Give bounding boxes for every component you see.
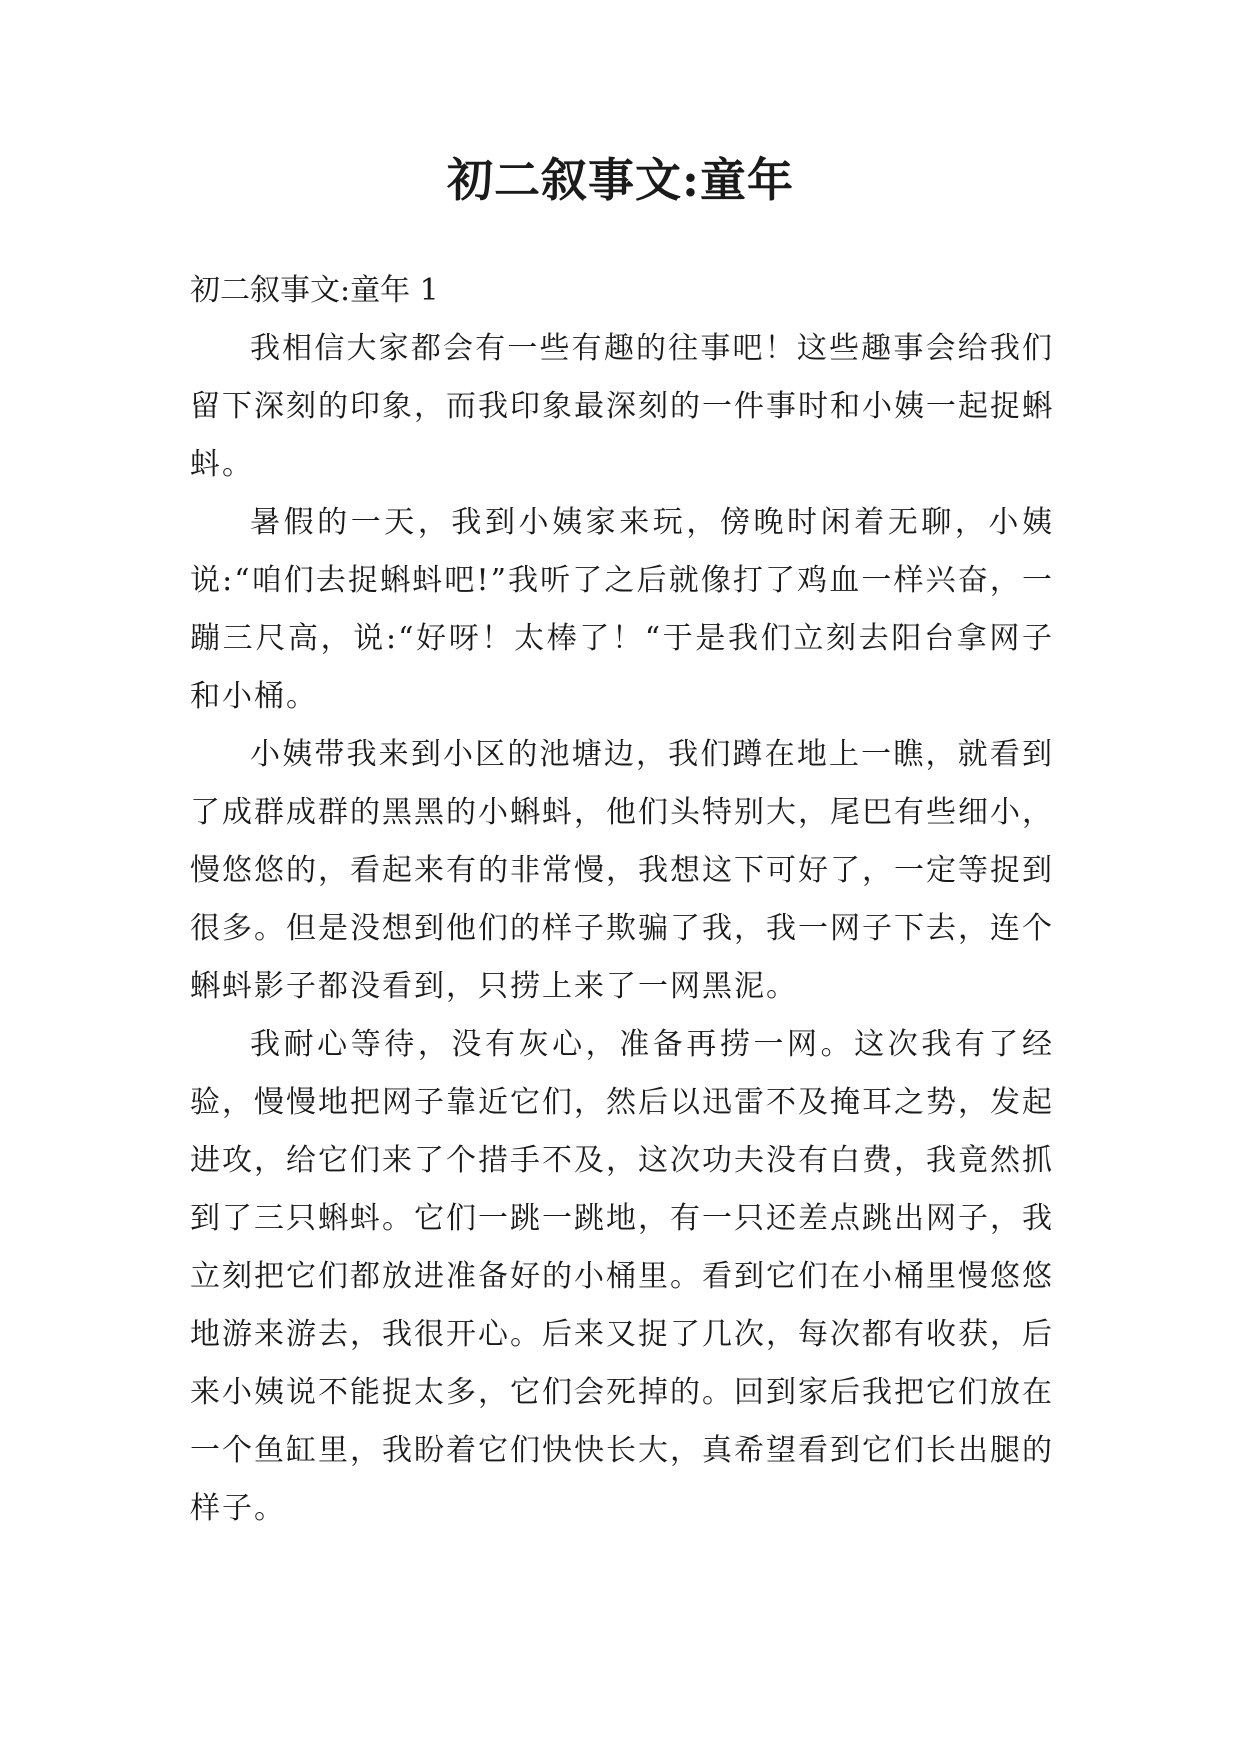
paragraph-3: 小姨带我来到小区的池塘边，我们蹲在地上一瞧，就看到了成群成群的黑黑的小蝌蚪，他们头特别大，尾巴有些细小，慢悠悠的，看起来有的非常慢，我想这下可好了，一定等捉到很多。但是没想到他们的样子欺骗了我，我一网子下去，连个蝌蚪影子都没看到，只捞上来了一网黑泥。 xyxy=(190,737,1054,1004)
document-body xyxy=(190,262,1054,1538)
document-title: 初二叙事文:童年 xyxy=(447,153,794,207)
paragraph-4: 我耐心等待，没有灰心，准备再捞一网。这次我有了经验，慢慢地把网子靠近它们，然后以迅雷不及掩耳之势，发起进攻，给它们来了个措手不及，这次功夫没有白费，我竟然抓到了三只蝌蚪。它们一跳一跳地，有一只还差点跳出网子，我立刻把它们都放进准备好的小桶里。看到它们在小桶里慢悠悠地游来游去，我很开心。后来又捉了几次，每次都有收获，后来小姨说不能捉太多，它们会死掉的。回到家后我把它们放在一个鱼缸里，我盼着它们快快长大，真希望看到它们长出腿的样子。 xyxy=(190,1027,1054,1526)
section-heading: 初二叙事文:童年 1 xyxy=(190,273,439,308)
paragraph-1: 我相信大家都会有一些有趣的往事吧！这些趣事会给我们留下深刻的印象，而我印象最深刻的一件事时和小姨一起捉蝌蚪。 xyxy=(190,331,1054,482)
paragraph-2: 暑假的一天，我到小姨家来玩，傍晚时闲着无聊，小姨说:“咱们去捉蝌蚪吧!”我听了之后就像打了鸡血一样兴奋，一蹦三尺高，说:“好呀！太棒了！“于是我们立刻去阳台拿网子和小桶。 xyxy=(190,505,1054,714)
